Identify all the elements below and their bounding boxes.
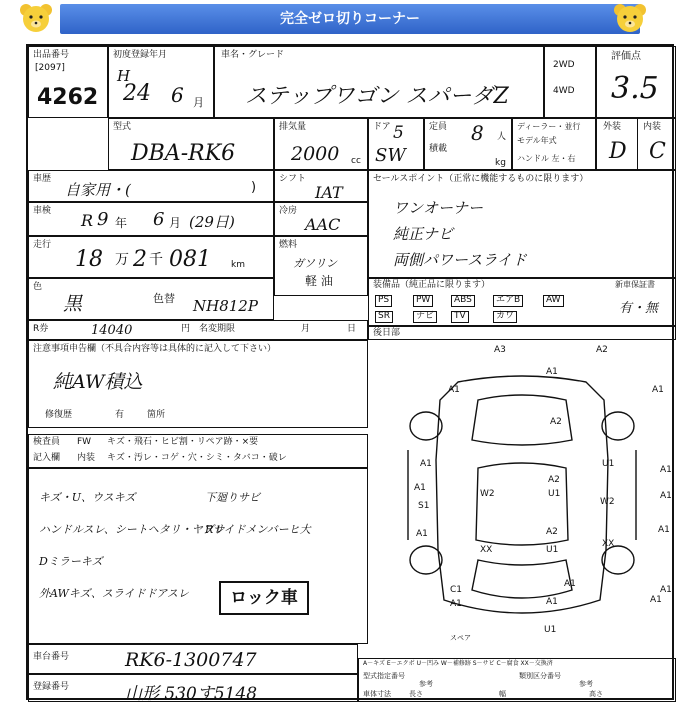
regno-cell [28,674,358,702]
notes-value: 純AW積込 [53,371,143,393]
model-year-label: モデル年式 [517,136,557,145]
remark-2: ハンドルスレ、シートヘタリ・ヤブレ [39,523,225,536]
dmg-a1-fr: A1 [652,385,664,395]
usage-cell [28,170,274,202]
rear-seat-cell [368,326,676,340]
dmg-a1-bumper: A1 [546,367,558,377]
equip-sr: SR [375,311,393,323]
color-code: NH812P [193,297,258,315]
score-value: 3.5 [611,71,659,106]
color-label: 色 [33,282,43,292]
dmg-s1-left: S1 [418,501,430,511]
capacity-label: 定員 [429,122,448,132]
front-right-wheel [602,412,634,440]
equipment-cell [368,278,676,326]
equip-pw: PW [413,295,433,307]
checker-entry-label: 記入欄 [33,453,61,463]
first-reg-month-unit: 月 [193,96,204,109]
point-item-2: 純正ナビ [393,225,454,243]
mileage-rest: 081 [169,247,211,272]
chassis-label: 車台番号 [33,652,70,662]
interior-grade: C [649,139,666,164]
dmg-a2-rear: A2 [546,527,558,537]
lot-label: 出品番号 [33,50,70,60]
fuel-cell [274,236,368,296]
inspection-label: 車検 [33,206,52,216]
recycle-label: R券 [33,324,49,334]
capacity-cell [424,118,512,170]
recycle-cell [28,320,368,340]
drive-cell [544,46,596,118]
score-label: 評価点 [611,51,641,62]
inspection-month: 6 [153,209,165,230]
name-change-day: 日 [347,324,357,334]
dmg-a1-rear-mid: A1 [546,597,558,607]
doors-label: ドア [373,122,391,132]
spare-label: スペア [450,634,471,642]
dmg-a2-roof: A2 [548,475,560,485]
model-label: 車名・グレード [221,50,285,60]
lock-stamp: ロック車 [219,581,309,615]
capacity-unit: 人 [497,132,507,142]
repair-place: 箇所 [147,410,166,420]
doors-value: 5 [393,123,404,143]
aircon-label: 冷房 [279,206,298,216]
rear-right-wheel [602,546,634,574]
car-rear [472,560,572,598]
dmg-a1-rl: A1 [658,525,670,535]
lot-code: [2097] [35,63,65,73]
model-cell [214,46,544,118]
steering-label: ハンドル 左・右 [517,154,576,163]
dmg-xx-right: XX [602,539,615,549]
equipment-label: 装備品（純正品に限ります） [373,280,491,290]
dmg-a2-hood: A2 [550,417,562,427]
legend-ref-2: 参考 [579,680,593,688]
aircon-cell [274,202,368,236]
dmg-xx-left: XX [480,545,493,555]
chassis-cell [28,644,358,674]
mileage-man-unit: 万 [115,252,129,268]
dmg-a1-rear-left: A1 [450,599,462,609]
mileage-label: 走行 [33,240,52,250]
dmg-a1-lf: A1 [420,459,432,469]
model-name: ステップワゴン スパーダZ [245,84,509,109]
fuel-label: 燃料 [279,240,298,250]
bear-mascot-icon [612,2,648,36]
type-label: 型式 [113,122,132,132]
equip-tv: TV [451,311,469,323]
recycle-value: 14040 [91,323,133,338]
notes-label: 注意事項申告欄（不具合内容等は具体的に記入して下さい） [33,344,277,354]
dmg-w2-left: W2 [480,489,495,499]
regno-value: 山形 530す5148 [125,684,258,704]
dmg-a1-fl: A1 [448,385,460,395]
load-unit: kg [495,158,506,168]
points-label: セールスポイント（正常に機能するものに限ります） [373,174,589,184]
score-cell [596,46,676,118]
lot-number: 4262 [37,85,99,110]
point-item-3: 両側パワースライド [393,251,527,269]
rear-seat-label: 後日部 [373,328,401,338]
checker-in: 内装 [77,453,96,463]
dmg-w2-right: W2 [600,497,615,507]
color-value: 黒 [63,293,83,315]
remark-1: キズ・U、ウスキズ [39,491,136,504]
body-shape: SW [375,145,406,166]
notes-cell [28,340,368,428]
regno-label: 登録番号 [33,682,70,692]
name-change-month: 月 [301,324,311,334]
exterior-grade: D [609,139,627,164]
color-change-label: 色替 [153,292,175,305]
equip-leather: カワ [493,311,517,323]
usage-close: ) [251,180,257,195]
equip-abs: ABS [451,295,475,307]
bear-mascot-icon [18,2,54,36]
inspection-year: 9 [97,209,109,230]
type-cell [108,118,274,170]
inspection-day: (29日) [189,213,235,231]
shift-label: シフト [279,174,307,184]
type-value: DBA-RK6 [131,141,236,166]
displacement-value: 2000 [291,143,340,165]
first-reg-era: H [117,67,131,85]
grade-divider [637,119,638,171]
dmg-c1-rear: C1 [450,585,463,595]
aircon-value: AAC [305,215,341,234]
warranty-value: 有・無 [619,301,659,316]
doors-cell [368,118,424,170]
legend-width: 幅 [499,690,506,698]
shift-cell [274,170,368,202]
capacity-value: 8 [471,121,484,145]
repair-value: 有 [115,410,125,420]
shift-value: IAT [315,183,343,202]
legend-dims-label: 車体寸法 [363,690,391,698]
mileage-sen: 2 [133,247,147,272]
dealer-label: ディーラー・並行 [517,122,581,131]
equip-navi: ナビ [413,311,437,323]
dmg-u1-roof-front: U1 [602,459,615,469]
displacement-unit: cc [351,156,361,166]
dmg-a1-tail: A1 [564,579,576,589]
header-bar [0,0,700,38]
displacement-cell [274,118,368,170]
mileage-cell [28,236,274,278]
dealer-cell [512,118,596,170]
chassis-value: RK6-1300747 [125,649,257,671]
fuel-value: ガソリン [293,257,337,270]
inspection-era: R [81,211,94,230]
rear-left-wheel [410,546,442,574]
color-cell [28,278,274,320]
inspection-month-unit: 月 [169,216,182,230]
interior-label: 内装 [643,122,662,132]
remark-3: Dミラーキズ [39,555,103,568]
warranty-label: 新車保証書 [615,280,655,289]
legend-line1: A－キズ E－エクボ U－凹み W－補修跡 S－サビ C－腐食 XX－交換済 [363,660,553,667]
usage-value: 自家用・( [65,181,131,199]
legend-height: 高さ [589,690,603,698]
legend-ref-1: 参考 [419,680,433,688]
inspection-year-unit: 年 [115,216,128,230]
name-change-label: 名変期限 [199,324,236,334]
remark-5: 下廻りサビ [205,491,260,504]
recycle-unit: 円 [181,324,191,334]
dmg-a3-front: A3 [494,345,506,355]
dmg-u1-rear: U1 [544,625,557,635]
equip-aw: AW [543,295,564,307]
inspection-cell [28,202,274,236]
repair-label: 修復歴 [45,410,73,420]
dmg-a1-rf: A1 [660,465,672,475]
legend-type-label: 型式指定番号 [363,672,405,680]
front-left-wheel [410,412,442,440]
checker-cell [28,434,368,468]
checker-in-items: キズ・汚レ・コゲ・穴・シミ・タバコ・破レ [107,453,287,463]
legend-length: 長さ [409,690,423,698]
fuel-diesel: 軽 油 [305,274,333,288]
lot-cell [28,46,108,118]
remarks-cell [28,468,368,644]
mileage-sen-unit: 千 [149,252,163,268]
legend-cell [358,658,676,702]
displacement-label: 排気量 [279,122,307,132]
first-reg-month: 6 [171,83,184,107]
car-body-outline [436,376,608,613]
drive-2wd: 2WD [553,60,575,70]
checker-fw: FW [77,437,92,447]
point-item-1: ワンオーナー [393,199,484,217]
first-reg-label: 初度登録年月 [113,50,168,60]
checker-label: 検査員 [33,437,61,447]
dmg-a1-sr: A1 [660,491,672,501]
exterior-label: 外装 [603,122,622,132]
damage-diagram [368,340,676,644]
points-cell [368,170,676,278]
dmg-a1-rear-right: A1 [650,595,662,605]
mileage-man: 18 [75,247,103,272]
mileage-unit: km [231,260,245,270]
remark-4: 外AWキズ、スライドドアスレ [39,587,189,600]
auction-sheet [26,44,674,704]
load-label: 積載 [429,144,448,154]
dmg-a1-rr: A1 [660,585,672,595]
equip-ps: PS [375,295,392,307]
legend-class-label: 類別区分番号 [519,672,561,680]
dmg-u1-back: U1 [546,545,559,555]
drive-4wd: 4WD [553,86,575,96]
dmg-a1-ll: A1 [416,529,428,539]
dmg-a2-front: A2 [596,345,608,355]
remark-6: Rサイドメンバーヒ大 [205,523,311,536]
first-reg-cell [108,46,214,118]
checker-fw-items: キズ・飛石・ヒビ割・リペア跡・×要 [107,437,259,447]
dmg-a1-sl: A1 [414,483,426,493]
grade-cell [596,118,676,170]
equip-airbag: エアB [493,295,523,307]
first-reg-year: 24 [123,81,151,106]
usage-label: 車歴 [33,174,52,184]
banner-title: 完全ゼロ切りコーナー [60,4,640,34]
dmg-u1-roof: U1 [548,489,561,499]
